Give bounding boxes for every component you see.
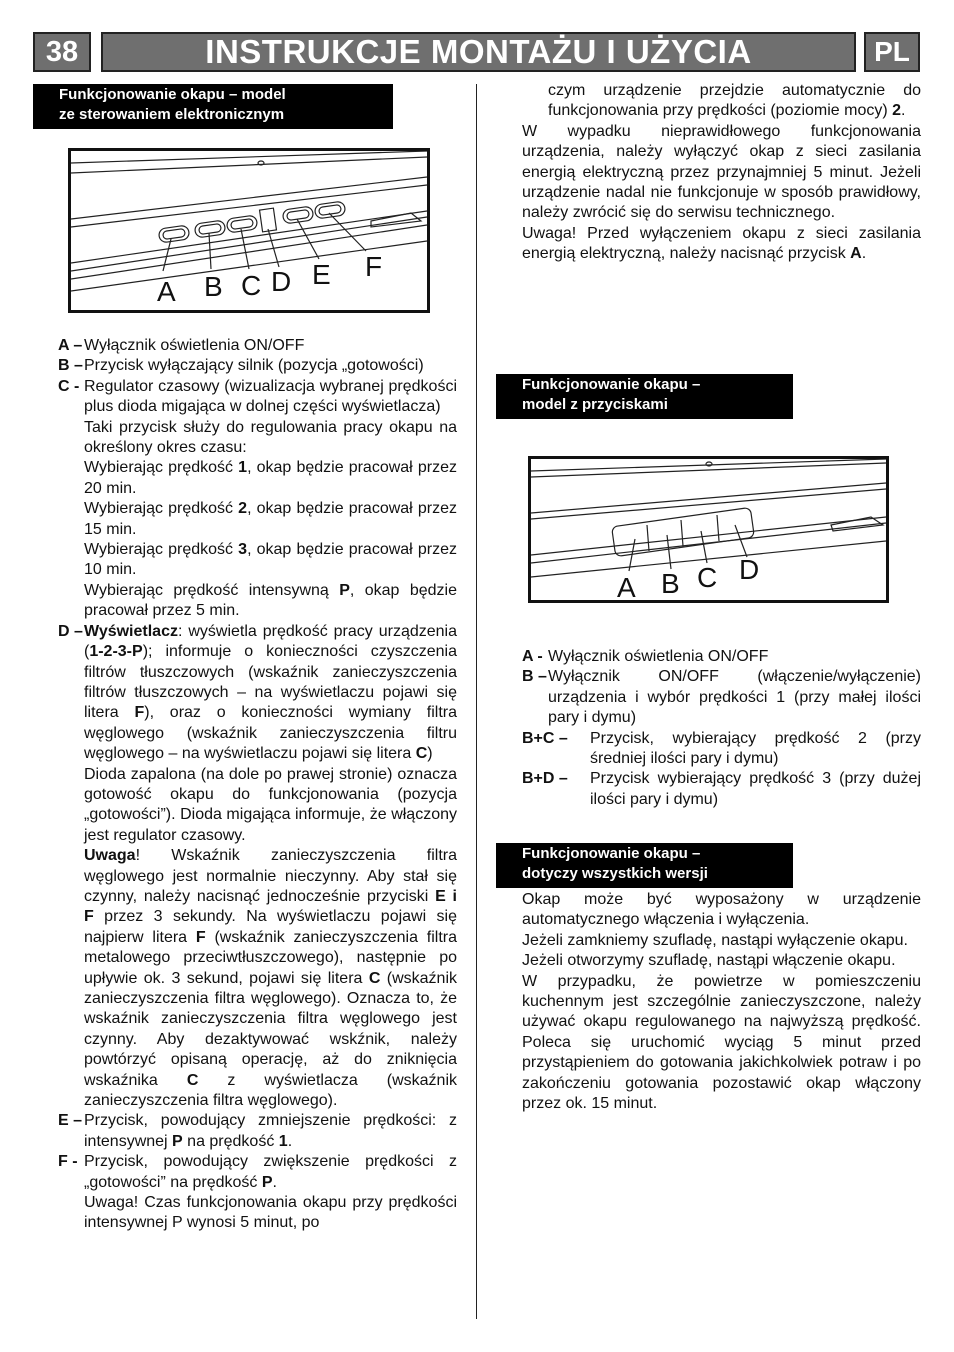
legend-item-E: E – Przycisk, powodujący zmniejszenie prędkości: z intensywnej P na prędkość 1. [58, 1112, 457, 1150]
right-column-top [522, 81, 921, 265]
warning-paragraph: Uwaga! Przed wyłączeniem okapu z sieci zasilania energią elektryczną, należy nacisnąć przycisk A. [522, 224, 921, 263]
figure-label-C: C [241, 270, 262, 301]
control-panel-drawing [71, 151, 427, 310]
legend-C-paragraph: Taki przycisk służy do regulowania pracy okapu na określony okres czasu: [84, 418, 457, 457]
legend-item-BD [522, 769, 921, 810]
legend-F-note-continued: czym urządzenie przejdzie automatycznie do funkcjonowania przy prędkości (poziomie mocy) 2. [548, 82, 921, 120]
column-divider [476, 84, 477, 1319]
figure-label-D: D [271, 266, 292, 297]
legend-text: Przycisk wybierający prędkość 3 (przy dużej ilości pary i dymu) [590, 770, 921, 808]
legend-key: B – [522, 668, 547, 686]
page-title: INSTRUKCJE MONTAŻU I UŻYCIA [101, 32, 856, 72]
section-heading-electronic [33, 84, 393, 129]
legend-item-BC [522, 729, 921, 770]
legend-C-speed1: Wybierając prędkość 1, okap będzie pracował przez 20 min. [84, 459, 457, 497]
legend-item-A [522, 647, 921, 667]
legend-C-speed2: Wybierając prędkość 2, okap będzie pracował przez 15 min. [84, 500, 457, 538]
heading-line: model z przyciskami [522, 396, 668, 413]
legend-key: B+D – [522, 770, 568, 788]
legend-item-F: F - Przycisk, powodujący zwiększenie prędkości z „gotowości” na prędkość P. [58, 1153, 457, 1191]
legend-key: F - [58, 1153, 78, 1171]
figure-label-D: D [739, 554, 760, 585]
legend-item-B [58, 356, 457, 376]
page-number: 38 [33, 32, 91, 72]
legend-text: Regulator czasowy (wizualizacja wybranej prędkości plus dioda migająca w dolnej części wyświetlacza) [84, 377, 457, 416]
figure-label-B: B [661, 568, 680, 599]
left-column [58, 336, 457, 1234]
figure-label-B: B [204, 271, 223, 302]
section-heading-buttons [496, 374, 793, 419]
legend-key: A – [58, 337, 83, 354]
legend-key: D – [58, 622, 83, 640]
figure-label-F: F [365, 251, 383, 282]
heading-line: Funkcjonowanie okapu – [522, 376, 701, 393]
legend-C-speedP: Wybierając prędkość intensywną P, okap będzie pracował przez 5 min. [84, 581, 457, 620]
legend-item-D: D – Wyświetlacz: wyświetla prędkość pracy urządzenia (1-2-3-P); informuje o konieczności czyszczenia filtrów tłuszczowych (wskaźnik zanieczyszczenia filtrów tłuszczowych – na wyświetlaczu pojawi się litera F), oraz o konieczności wymiany filtra węglowego (wskaźnik zanieczyszczenia filtru węglowego – na wyświetlaczu pojawi się litera C) [58, 622, 458, 763]
legend-text: Przycisk wyłączający silnik (pozycja „gotowości) [84, 357, 424, 375]
legend-text: Przycisk, wybierający prędkość 2 (przy średniej ilości pary i dymu) [590, 729, 921, 768]
legend-D-led: Dioda zapalona (na dole po prawej stronie) oznacza gotowość okapu do funkcjonowania (pozycja „gotowości”). Dioda migająca informuje, że włączony jest regulator czasowy. [84, 765, 457, 844]
language-badge: PL [864, 32, 920, 72]
figure-buttons-panel [528, 456, 889, 603]
button-panel-drawing [531, 459, 886, 600]
paragraph: Okap może być wyposażony w urządzenie automatycznego włączenia i wyłączenia. [522, 891, 921, 929]
legend-text: Wyłącznik ON/OFF (włączenie/wyłączenie) urządzenia i wybór prędkości 1 (przy małej ilości pary i dymu) [548, 668, 921, 727]
legend-F-note: Uwaga! Czas funkcjonowania okapu przy prędkości intensywnej P wynosi 5 minut, po [84, 1194, 457, 1232]
legend-key: A - [522, 648, 543, 665]
legend-item-A [58, 336, 457, 356]
legend-key: B – [58, 357, 83, 375]
figure-electronic-panel [68, 148, 430, 313]
figure-label-E: E [312, 259, 331, 290]
fault-paragraph: W wypadku nieprawidłowego funkcjonowania urządzenia, należy wyłączyć okap z sieci zasilania energią elektryczną przez przynajmniej 5 minut. Jeżeli urządzenie nadal nie funkcjonuje w sposób prawidłowy, należy zwrócić się do serwisu technicznego. [522, 122, 921, 222]
heading-line: Funkcjonowanie okapu – [522, 845, 701, 862]
buttons-legend [522, 647, 921, 810]
legend-D-note: Uwaga! Wskaźnik zanieczyszczenia filtra węglowego jest normalnie nieczynny. Aby stał się czynny, należy nacisnąć jednocześnie przyciski E i F przez 3 sekundy. Na wyświetlaczu pojawi się najpierw litera F (wskaźnik zanieczyszczenia filtra metalowego przeciwtłuszczowego), następnie po upływie ok. 3 sekund, pojawi się litera C (wskaźnik zanieczyszczenia filtra węglowego). Oznacza to, że wskaźnik zanieczyszczenia filtra węglowego jest czynny. Aby dezaktywować wskźnik, należy powtórzyć opisaną operację, aż do zniknięcia wskaźnika C z wyświetlacza (wskaźnik zanieczyszczenia filtra węglowego). [84, 847, 458, 1110]
legend-text: Wyłącznik oświetlenia ON/OFF [548, 648, 769, 665]
heading-line: Funkcjonowanie okapu – model [59, 86, 286, 103]
legend-C-speed3: Wybierając prędkość 3, okap będzie pracował przez 10 min. [84, 541, 457, 579]
figure-label-C: C [697, 562, 718, 593]
all-versions-text [522, 890, 921, 1114]
legend-key: E – [58, 1112, 83, 1130]
legend-item-C [58, 377, 457, 418]
heading-line: ze sterowaniem elektronicznym [59, 106, 285, 123]
paragraph: W przypadku, że powietrze w pomieszczeniu kuchennym jest szczególnie zanieczyszczone, należy używać okapu regulowanego na najwyższą prędkość. Poleca się uruchomić wyciąg 5 minut przed przystąpieniem do gotowania jakichkolwiek potraw i po zakończeniu gotowania pozostawić okap włączony przez ok. 15 minut. [522, 972, 921, 1113]
paragraph: Jeżeli otworzymy szufladę, nastąpi włączenie okapu. [522, 952, 896, 970]
section-heading-all-versions [496, 843, 793, 888]
figure-label-A: A [617, 572, 636, 600]
paragraph: Jeżeli zamkniemy szufladę, nastąpi wyłączenie okapu. [522, 931, 908, 949]
figure-label-A: A [157, 276, 176, 307]
legend-text: Wyłącznik oświetlenia ON/OFF [84, 337, 305, 354]
legend-item-B [522, 667, 921, 728]
heading-line: dotyczy wszystkich wersji [522, 865, 708, 882]
legend-key: C - [58, 377, 80, 395]
legend-key: B+C – [522, 729, 568, 747]
